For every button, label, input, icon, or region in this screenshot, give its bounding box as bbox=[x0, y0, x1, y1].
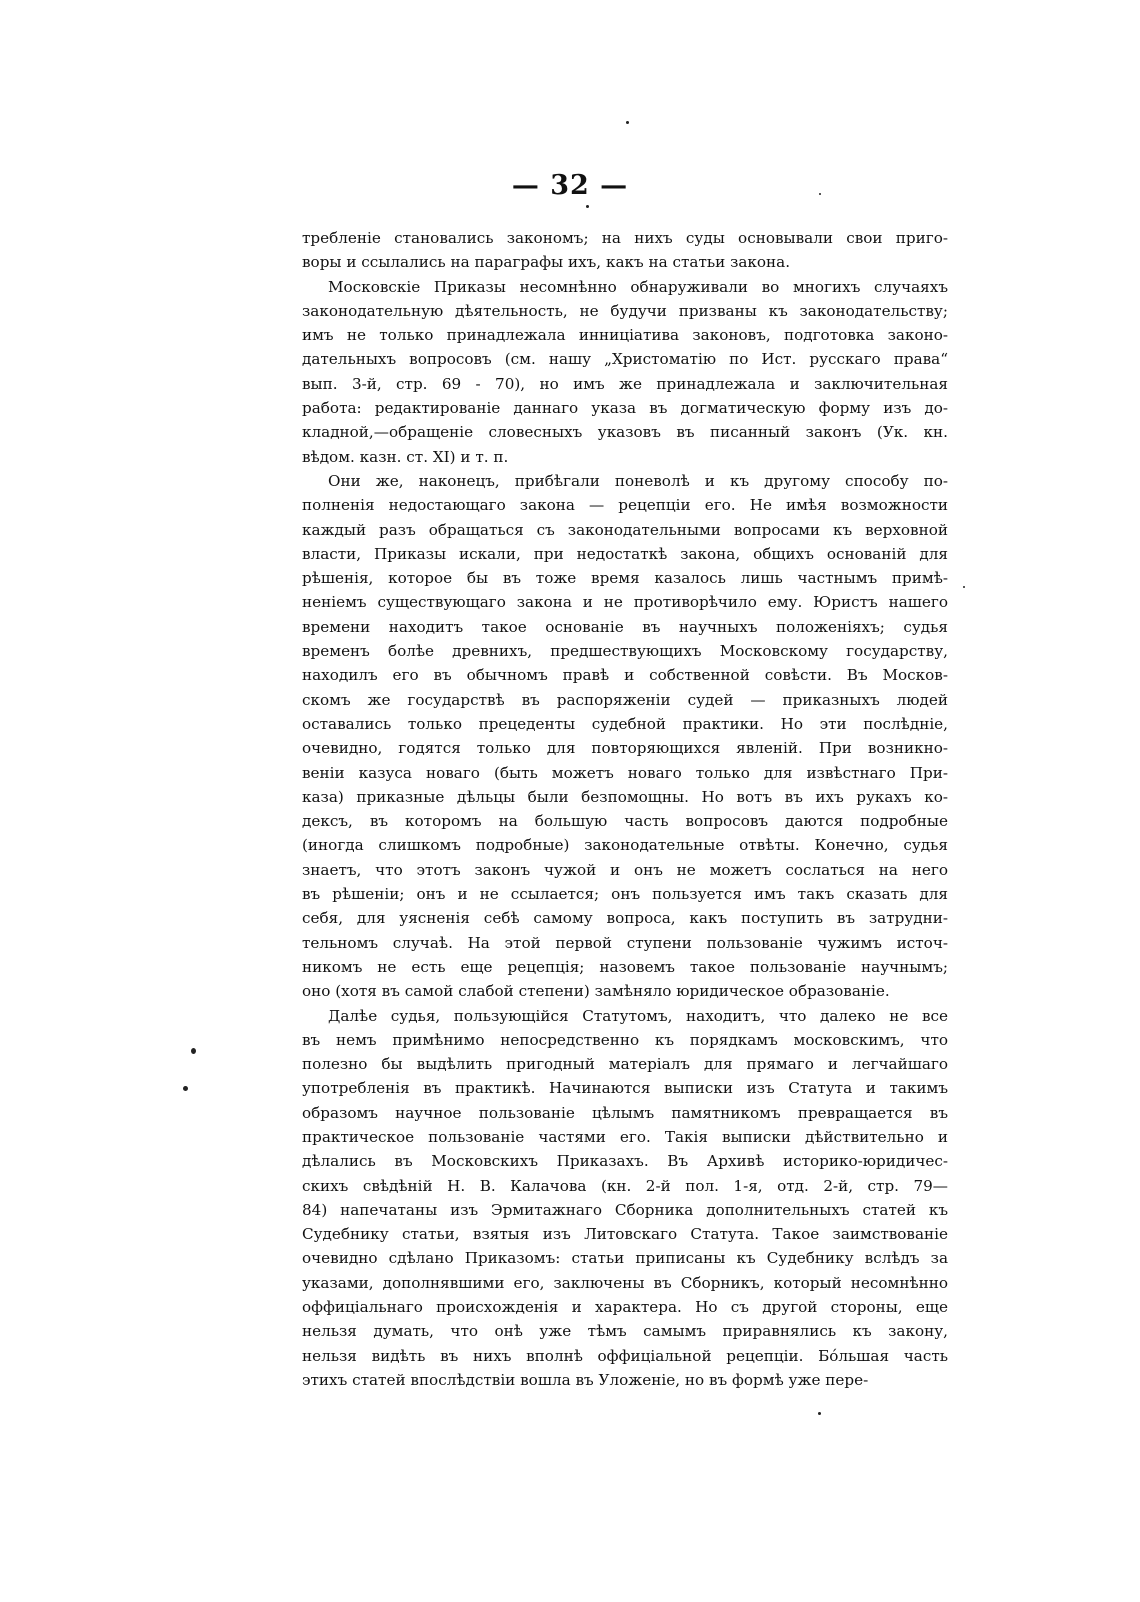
scan-speck bbox=[586, 205, 589, 208]
scan-speck bbox=[183, 1086, 188, 1091]
body-text bbox=[302, 226, 948, 1392]
text-line: Московскіе Приказы несомнѣнно обнаруживали во многихъ случаяхъ bbox=[328, 277, 948, 296]
text-line: Далѣе судья, пользующійся Статутомъ, находитъ, что далеко не все bbox=[328, 1006, 948, 1025]
text-line: очевидно сдѣлано Приказомъ: статьи приписаны къ Судебнику вслѣдъ за bbox=[302, 1249, 948, 1268]
text-line: никомъ не есть еще рецепція; назовемъ такое пользованіе научнымъ; bbox=[302, 957, 948, 976]
text-line: вѣдом. казн. ст. XI) и т. п. bbox=[302, 447, 509, 466]
text-line: дексъ, въ которомъ на большую часть вопросовъ даются подробные bbox=[302, 812, 948, 831]
text-line: веніи казуса новаго (быть можетъ новаго только для извѣстнаго При- bbox=[302, 763, 948, 782]
scan-speck bbox=[819, 193, 821, 195]
text-line: въ немъ примѣнимо непосредственно къ порядкамъ московскимъ, что bbox=[302, 1030, 948, 1049]
text-line: рѣшенія, которое бы въ тоже время казалось лишь частнымъ примѣ- bbox=[302, 569, 948, 588]
text-line: тельномъ случаѣ. На этой первой ступени пользованіе чужимъ источ- bbox=[302, 933, 948, 952]
text-line: законодательную дѣятельность, не будучи призваны къ законодательству; bbox=[302, 301, 948, 320]
text-line: скихъ свѣдѣній Н. В. Калачова (кн. 2-й пол. 1-я, отд. 2-й, стр. 79— bbox=[302, 1176, 948, 1195]
text-line: нельзя видѣть въ нихъ вполнѣ оффиціальной рецепціи. Бóльшая часть bbox=[302, 1346, 948, 1365]
text-line: работа: редактированіе даннаго указа въ догматическую форму изъ до- bbox=[302, 399, 948, 418]
text-line: воры и ссылались на параграфы ихъ, какъ на статьи закона. bbox=[302, 253, 791, 272]
text-line: очевидно, годятся только для повторяющихся явленій. При возникно- bbox=[302, 739, 948, 758]
text-line: дѣлались въ Московскихъ Приказахъ. Въ Архивѣ историко-юридичес- bbox=[302, 1152, 948, 1171]
text-line: оффиціальнаго происхожденія и характера. Но съ другой стороны, еще bbox=[302, 1298, 948, 1317]
text-line: оно (хотя въ самой слабой степени) замѣняло юридическое образованіе. bbox=[302, 982, 890, 1001]
text-line: временъ болѣе древнихъ, предшествующихъ Московскому государству, bbox=[302, 642, 948, 661]
text-line: Они же, наконецъ, прибѣгали поневолѣ и къ другому способу по- bbox=[328, 471, 948, 490]
text-line: (иногда слишкомъ подробные) законодательные отвѣты. Конечно, судья bbox=[302, 836, 948, 855]
text-line: себя, для уясненія себѣ самому вопроса, какъ поступить въ затрудни- bbox=[302, 909, 948, 928]
text-line: кладной,—обращеніе словесныхъ указовъ въ писанный законъ (Ук. кн. bbox=[302, 423, 948, 442]
text-line: знаетъ, что этотъ законъ чужой и онъ не можетъ сослаться на него bbox=[302, 860, 948, 879]
scan-speck bbox=[963, 586, 965, 588]
page-number: — 32 — bbox=[511, 170, 629, 201]
text-line: власти, Приказы искали, при недостаткѣ закона, общихъ основаній для bbox=[302, 544, 948, 563]
text-line: полненія недостающаго закона — рецепціи его. Не имѣя возможности bbox=[302, 496, 948, 515]
text-line: неніемъ существующаго закона и не противорѣчило ему. Юристъ нашего bbox=[302, 593, 948, 612]
text-line: указами, дополнявшими его, заключены въ Сборникъ, который несомнѣнно bbox=[302, 1273, 948, 1292]
paragraph bbox=[302, 226, 948, 275]
text-line: имъ не только принадлежала инниціатива законовъ, подготовка законо- bbox=[302, 326, 948, 345]
text-line: каждый разъ обращаться съ законодательными вопросами къ верховной bbox=[302, 520, 948, 539]
paragraph bbox=[302, 275, 948, 469]
scan-speck bbox=[191, 1048, 196, 1054]
paragraph bbox=[302, 469, 948, 1004]
text-line: оставались только прецеденты судебной практики. Но эти послѣдніе, bbox=[302, 714, 948, 733]
text-line: скомъ же государствѣ въ распоряженіи судей — приказныхъ людей bbox=[302, 690, 948, 709]
text-line: Судебнику статьи, взятыя изъ Литовскаго Статута. Такое заимствованіе bbox=[302, 1225, 948, 1244]
text-line: каза) приказные дѣльцы были безпомощны. Но вотъ въ ихъ рукахъ ко- bbox=[302, 787, 948, 806]
text-line: полезно бы выдѣлить пригодный матеріалъ для прямаго и легчайшаго bbox=[302, 1055, 948, 1074]
paragraph bbox=[302, 1004, 948, 1393]
text-line: нельзя думать, что онѣ уже тѣмъ самымъ приравнялись къ закону, bbox=[302, 1322, 948, 1341]
text-line: находилъ его въ обычномъ правѣ и собственной совѣсти. Въ Москов- bbox=[302, 666, 948, 685]
text-line: требленіе становались закономъ; на нихъ суды основывали свои приго- bbox=[302, 229, 948, 247]
scan-speck bbox=[626, 121, 629, 124]
text-line: вып. 3-й, стр. 69 - 70), но имъ же принадлежала и заключительная bbox=[302, 374, 948, 393]
text-line: образомъ научное пользованіе цѣлымъ памятникомъ превращается въ bbox=[302, 1103, 948, 1122]
scan-speck bbox=[818, 1412, 821, 1415]
text-line: практическое пользованіе частями его. Такія выписки дѣйствительно и bbox=[302, 1127, 948, 1146]
text-line: дательныхъ вопросовъ (см. нашу „Христоматію по Ист. русскаго права“ bbox=[302, 350, 948, 369]
text-line: 84) напечатаны изъ Эрмитажнаго Сборника дополнительныхъ статей къ bbox=[302, 1200, 948, 1219]
text-line: употребленія въ практикѣ. Начинаются выписки изъ Статута и такимъ bbox=[302, 1079, 948, 1098]
text-line: времени находитъ такое основаніе въ научныхъ положеніяхъ; судья bbox=[302, 617, 948, 636]
text-line: въ рѣшеніи; онъ и не ссылается; онъ пользуется имъ такъ сказать для bbox=[302, 885, 948, 904]
text-line: этихъ статей впослѣдствіи вошла въ Уложеніе, но въ формѣ уже пере- bbox=[302, 1370, 869, 1389]
